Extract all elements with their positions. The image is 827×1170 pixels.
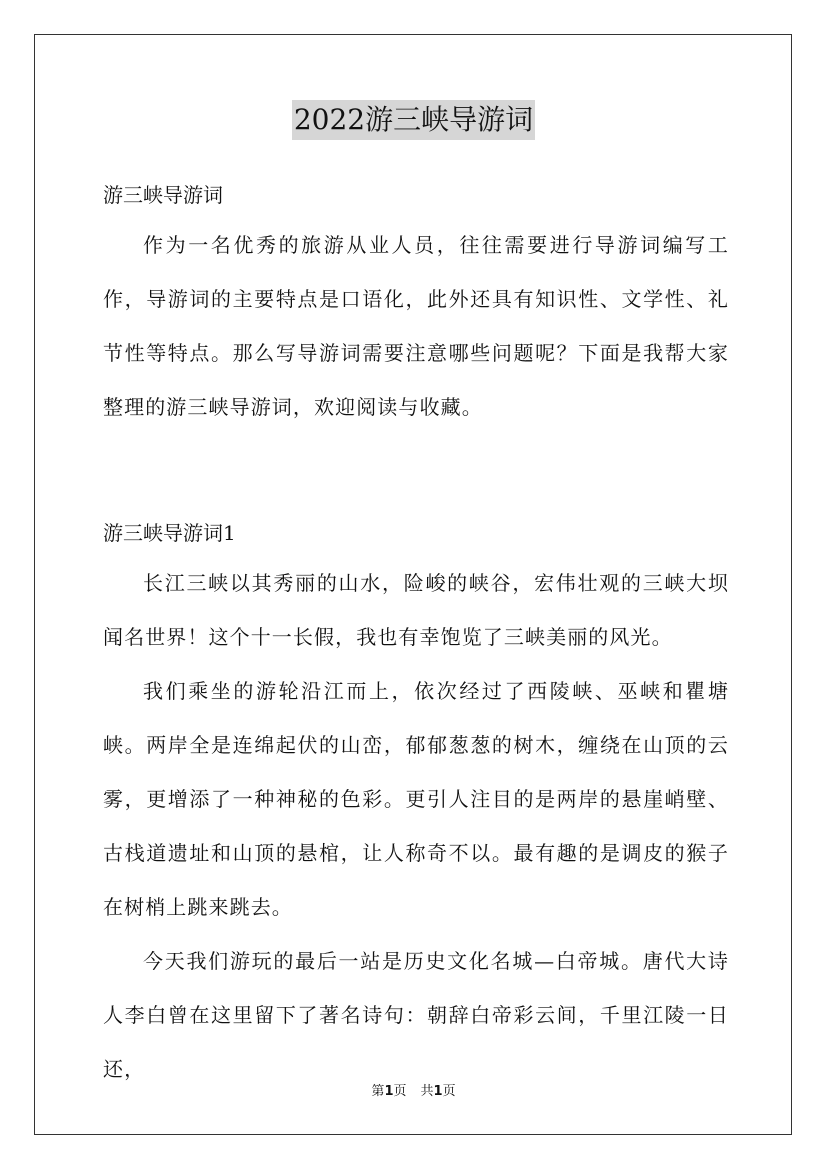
document-body bbox=[103, 172, 729, 1096]
total-suffix: 页 bbox=[442, 1084, 456, 1099]
page-suffix: 页 bbox=[393, 1084, 407, 1099]
body-paragraph-2: 我们乘坐的游轮沿江而上，依次经过了西陵峡、巫峡和瞿塘峡。两岸全是连绵起伏的山峦，郁郁葱葱的树木，缠绕在山顶的云雾，更增添了一种神秘的色彩。更引人注目的是两岸的悬崖峭壁、古栈道遗址和山顶的悬棺，让人称奇不以。最有趣的是调皮的猴子在树梢上跳来跳去。 bbox=[103, 679, 729, 919]
page-footer bbox=[0, 1083, 827, 1101]
body-paragraph-1: 长江三峡以其秀丽的山水，险峻的峡谷，宏伟壮观的三峡大坝闻名世界！这个十一长假，我也有幸饱览了三峡美丽的风光。 bbox=[103, 571, 729, 649]
intro-heading: 游三峡导游词 bbox=[103, 183, 223, 207]
document-title: 2022游三峡导游词 bbox=[292, 100, 535, 140]
section-spacer bbox=[103, 434, 729, 510]
page-total: 1 bbox=[433, 1084, 443, 1099]
page-prefix: 第 bbox=[371, 1084, 385, 1099]
page-number: 1 bbox=[384, 1084, 394, 1099]
intro-paragraph: 作为一名优秀的旅游从业人员，往往需要进行导游词编写工作，导游词的主要特点是口语化，此外还具有知识性、文学性、礼节性等特点。那么写导游词需要注意哪些问题呢？下面是我帮大家整理的游三峡导游词，欢迎阅读与收藏。 bbox=[103, 233, 729, 419]
total-prefix: 共 bbox=[420, 1084, 434, 1099]
section-heading: 游三峡导游词1 bbox=[103, 521, 236, 545]
title-container bbox=[0, 100, 827, 140]
body-paragraph-3: 今天我们游玩的最后一站是历史文化名城—白帝城。唐代大诗人李白曾在这里留下了著名诗句：朝辞白帝彩云间，千里江陵一日还， bbox=[103, 949, 729, 1081]
